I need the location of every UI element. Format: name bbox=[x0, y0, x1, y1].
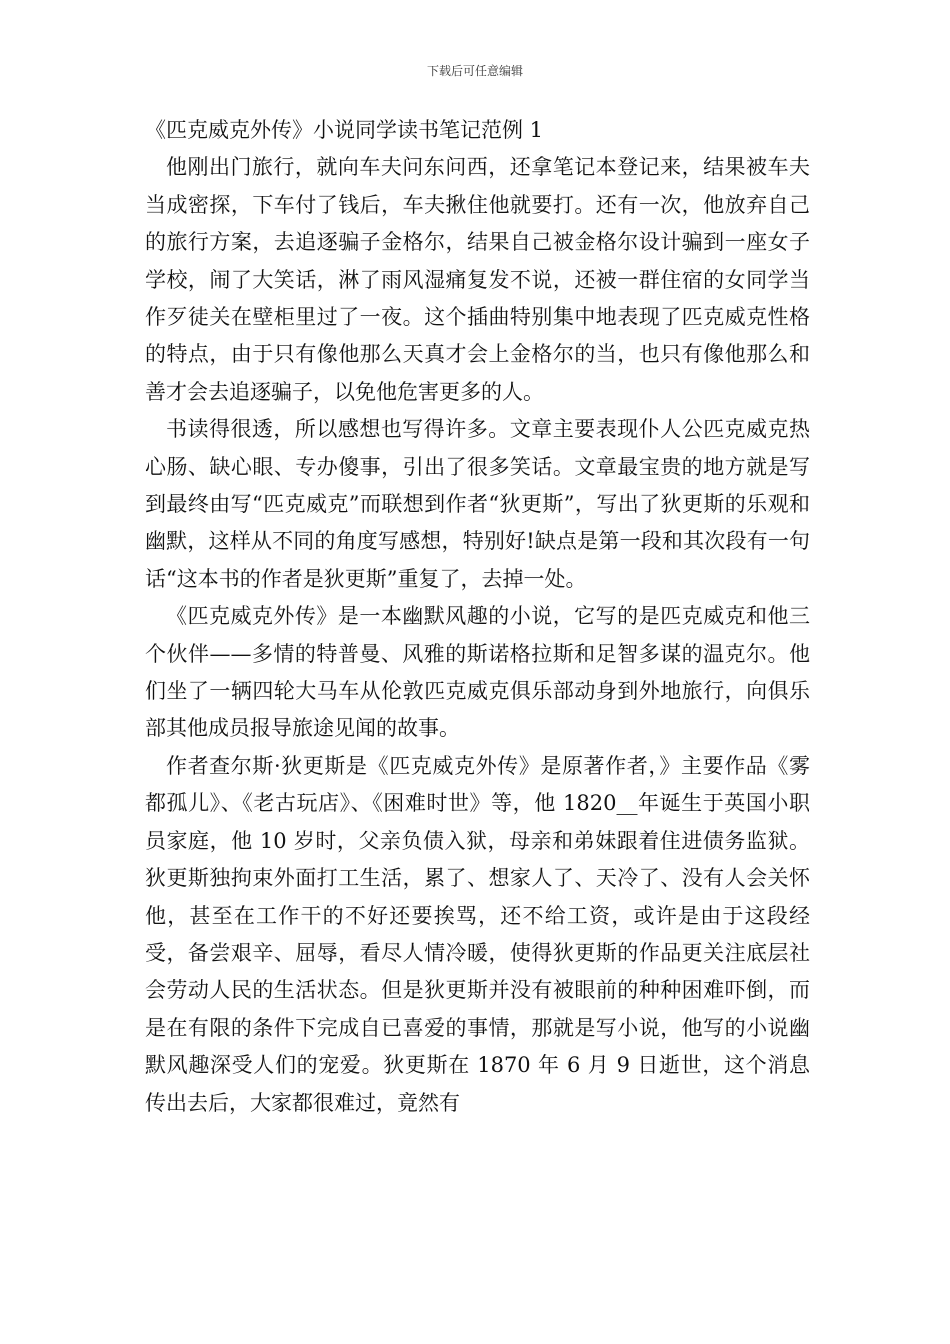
paragraph-1: 他刚出门旅行，就向车夫问东问西，还拿笔记本登记来，结果被车夫当成密探，下车付了钱后，车夫揪住他就要打。还有一次，他放弃自己的旅行方案，去追逐骗子金格尔，结果自己被金格尔设计骗到一座女子学校，闹了大笑话，淋了雨风湿痛复发不说，还被一群住宿的女同学当作歹徒关在壁柜里过了一夜。这个插曲特别集中地表现了匹克威克性格的特点，由于只有像他那么天真才会上金格尔的当，也只有像他那么和善才会去追逐骗子，以免他危害更多的人。 bbox=[145, 155, 810, 404]
document-body bbox=[145, 112, 810, 1122]
document-title: 《匹克威克外传》小说同学读书笔记范例 1 bbox=[145, 118, 544, 142]
paragraph-4: 作者查尔斯·狄更斯是《匹克威克外传》是原著作者，》主要作品《雾都孤儿》、《老古玩店》、《困难时世》等，他 1820__年诞生于英国小职员家庭，他 10 岁时，父亲负债入狱，母亲和弟妹跟着住进债务监狱。狄更斯独拘束外面打工生活，累了、想家人了、天冷了、没有人会关怀他，甚至在工作干的不好还要挨骂，还不给工资，或许是由于这段经受，备尝艰辛、屈辱，看尽人情冷暖，使得狄更斯的作品更关注底层社会劳动人民的生活状态。但是狄更斯并没有被眼前的种种困难吓倒，而是在有限的条件下完成自已喜爱的事情，那就是写小说，他写的小说幽默风趣深受人们的宠爱。狄更斯在 1870 年 6 月 9 日逝世，这个消息传出去后，大家都很难过，竟然有 bbox=[145, 753, 810, 1115]
page-header-note: 下载后可任意编辑 bbox=[426, 64, 523, 78]
paragraph-3: 《匹克威克外传》是一本幽默风趣的小说，它写的是匹克威克和他三个伙伴——多情的特普曼、风雅的斯诺格拉斯和足智多谋的温克尔。他们坐了一辆四轮大马车从伦敦匹克威克俱乐部动身到外地旅行，向俱乐部其他成员报导旅途见闻的故事。 bbox=[145, 604, 810, 741]
paragraph-2: 书读得很透，所以感想也写得许多。文章主要表现仆人公匹克威克热心肠、缺心眼、专办傻事，引出了很多笑话。文章最宝贵的地方就是写到最终由写“匹克威克”而联想到作者“狄更斯”，写出了狄更斯的乐观和幽默，这样从不同的角度写感想，特别好!缺点是第一段和其次段有一句话“这本书的作者是狄更斯”重复了，去掉一处。 bbox=[145, 417, 810, 591]
